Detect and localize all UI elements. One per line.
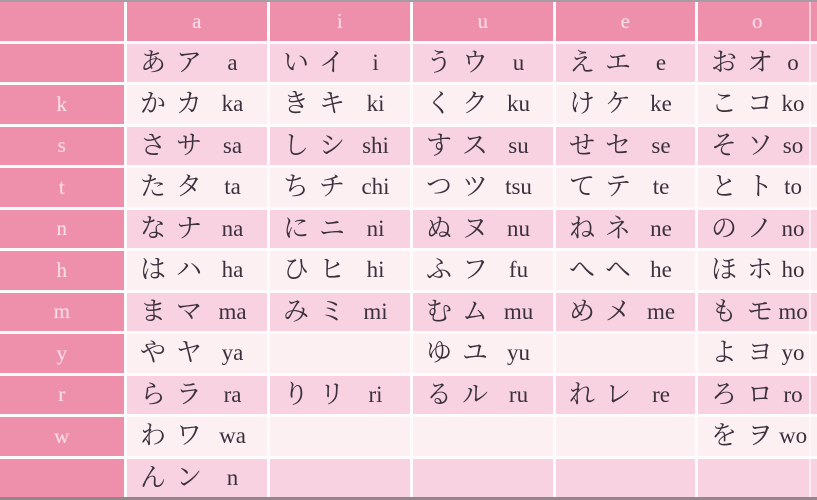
katakana-char: ツ [462, 172, 489, 202]
hiragana-char: ふ [426, 255, 453, 285]
katakana-char: タ [176, 172, 203, 202]
romaji-label: na [221, 215, 244, 241]
kana-pair [711, 91, 773, 117]
romaji-label: to [784, 174, 802, 200]
kana-cell [698, 44, 817, 83]
kana-cell [413, 44, 553, 83]
kana-pair [283, 174, 345, 200]
kana-cell [698, 251, 817, 290]
kana-pair [569, 174, 631, 200]
katakana-char: ル [462, 379, 489, 409]
katakana-char: カ [176, 89, 203, 119]
katakana-char: ヌ [462, 213, 489, 243]
hiragana-char: へ [569, 255, 596, 285]
hiragana-char: ゆ [426, 338, 453, 368]
hiragana-char: れ [569, 379, 596, 409]
hiragana-char: ね [569, 213, 596, 243]
romaji-label: hi [366, 257, 385, 283]
hiragana-char: る [426, 379, 453, 409]
kana-cell [127, 251, 267, 290]
kana-cell [127, 376, 267, 415]
katakana-char: エ [605, 47, 632, 77]
romaji-label: ru [508, 381, 529, 407]
katakana-char: ヒ [319, 255, 346, 285]
hiragana-char: ま [140, 296, 167, 326]
kana-cell-empty [270, 459, 410, 498]
kana-cell-empty [556, 459, 695, 498]
kana-pair [426, 257, 488, 283]
katakana-char: ホ [747, 255, 774, 285]
kana-cell [270, 127, 410, 166]
kana-cell [698, 85, 817, 124]
kana-pair [711, 213, 774, 243]
katakana-char: ス [462, 130, 489, 160]
romaji-label: wo [778, 423, 808, 449]
romaji-label: ku [507, 91, 531, 117]
romaji-label: ya [221, 340, 244, 366]
column-header-i: i [270, 2, 410, 41]
kana-pair [140, 340, 202, 366]
kana-cell [698, 417, 817, 456]
kana-cell [698, 210, 817, 249]
kana-cell [413, 334, 553, 373]
kana-pair [711, 47, 774, 77]
katakana-char: フ [462, 255, 489, 285]
kana-pair [283, 379, 346, 409]
hiragana-char: す [426, 130, 453, 160]
kana-cell [270, 376, 410, 415]
katakana-char: ア [176, 47, 203, 77]
kana-pair [711, 257, 773, 283]
romaji-label: mu [503, 298, 534, 324]
romaji-label: yu [507, 340, 531, 366]
kana-pair [426, 130, 489, 160]
kana-cell [556, 376, 695, 415]
kana-pair [711, 130, 774, 160]
romaji-label: chi [361, 174, 390, 200]
row-label-m: m [0, 293, 124, 332]
kana-cell [698, 334, 817, 373]
romaji-label: ha [221, 257, 244, 283]
kana-pair [711, 296, 774, 326]
kana-pair [283, 257, 345, 283]
katakana-char: シ [319, 130, 346, 160]
hiragana-char: ろ [711, 379, 738, 409]
kana-pair [569, 296, 632, 326]
katakana-char: イ [319, 47, 346, 77]
kana-cell [127, 459, 267, 498]
kana-pair [426, 47, 489, 77]
kana-cell [698, 127, 817, 166]
hiragana-char: お [711, 47, 738, 77]
kana-cell-empty [413, 459, 553, 498]
romaji-label: mi [363, 298, 388, 324]
romaji-label: ra [223, 381, 242, 407]
kana-pair [140, 423, 202, 449]
hiragana-char: ち [283, 172, 310, 202]
row-label-empty [0, 44, 124, 83]
kana-pair [426, 91, 488, 117]
kana-cell [556, 168, 695, 207]
hiragana-char: に [283, 213, 310, 243]
romaji-label: a [227, 49, 238, 75]
romaji-label: no [781, 215, 805, 241]
hiragana-char: さ [140, 130, 167, 160]
romaji-label: he [650, 257, 672, 283]
kana-cell [556, 293, 695, 332]
katakana-char: ラ [176, 379, 203, 409]
hiragana-char: し [283, 130, 310, 160]
hiragana-char: う [426, 47, 453, 77]
kana-cell [698, 293, 817, 332]
kana-cell [413, 376, 553, 415]
kana-cell [413, 293, 553, 332]
hiragana-char: つ [426, 172, 453, 202]
romaji-label: fu [508, 257, 529, 283]
kana-pair [711, 379, 774, 409]
kana-cell [698, 376, 817, 415]
kana-pair [569, 213, 632, 243]
romaji-label: ni [366, 215, 385, 241]
hiragana-char: の [711, 213, 738, 243]
kana-pair [283, 213, 346, 243]
hiragana-char: た [140, 172, 167, 202]
column-header-a: a [127, 2, 267, 41]
kana-pair [140, 130, 203, 160]
row-label-empty [0, 459, 124, 498]
kana-pair [426, 174, 488, 200]
header-corner-cell [0, 2, 124, 41]
kana-cell [127, 85, 267, 124]
romaji-label: ma [218, 298, 247, 324]
romaji-label: me [646, 298, 676, 324]
kana-pair [711, 340, 773, 366]
kana-cell [127, 210, 267, 249]
kana-pair [569, 257, 631, 283]
kana-cell [556, 251, 695, 290]
romaji-label: u [512, 49, 525, 75]
kana-pair [711, 174, 773, 200]
romaji-label: mo [778, 298, 808, 324]
kana-cell [270, 293, 410, 332]
katakana-char: レ [605, 379, 632, 409]
romaji-label: so [782, 132, 804, 158]
hiragana-char: め [569, 296, 596, 326]
kana-pair [283, 130, 346, 160]
katakana-char: コ [747, 89, 774, 119]
romaji-label: su [508, 132, 529, 158]
katakana-char: ネ [605, 213, 632, 243]
row-label-n: n [0, 210, 124, 249]
kana-cell-empty [270, 417, 410, 456]
katakana-char: ノ [747, 213, 774, 243]
hiragana-char: み [283, 296, 310, 326]
kana-cell [413, 251, 553, 290]
hiragana-char: よ [711, 338, 738, 368]
kana-cell [270, 210, 410, 249]
kana-cell [270, 44, 410, 83]
kana-cell-empty [413, 417, 553, 456]
hiragana-char: や [140, 338, 167, 368]
katakana-char: ワ [176, 421, 203, 451]
column-header-u: u [413, 2, 553, 41]
kana-cell [556, 127, 695, 166]
hiragana-char: り [283, 379, 310, 409]
romaji-label: shi [362, 132, 389, 158]
hiragana-char: と [711, 172, 738, 202]
katakana-char: ニ [319, 213, 346, 243]
hiragana-char: か [140, 89, 167, 119]
hiragana-char: い [283, 47, 310, 77]
romaji-label: ke [650, 91, 672, 117]
katakana-char: ウ [462, 47, 489, 77]
kana-pair [711, 423, 773, 449]
hiragana-char: ら [140, 379, 167, 409]
kana-cell [127, 127, 267, 166]
katakana-char: ク [462, 89, 489, 119]
kana-cell-empty [270, 334, 410, 373]
row-label-k: k [0, 85, 124, 124]
katakana-char: ユ [462, 338, 489, 368]
hiragana-char: あ [140, 47, 167, 77]
kana-cell-empty [698, 459, 817, 498]
row-label-y: y [0, 334, 124, 373]
hiragana-char: て [569, 172, 596, 202]
romaji-label: yo [781, 340, 805, 366]
katakana-char: メ [605, 296, 632, 326]
kana-cell-empty [556, 334, 695, 373]
kana-cell [698, 168, 817, 207]
romaji-label: e [655, 49, 667, 75]
katakana-char: サ [176, 130, 203, 160]
romaji-label: n [226, 464, 239, 490]
kana-cell [127, 417, 267, 456]
romaji-label: te [652, 174, 670, 200]
kana-pair [426, 340, 488, 366]
column-header-o: o [698, 2, 817, 41]
row-label-w: w [0, 417, 124, 456]
romaji-label: se [651, 132, 671, 158]
romaji-label: tsu [505, 174, 532, 200]
column-header-e: e [556, 2, 695, 41]
kana-cell-empty [556, 417, 695, 456]
row-label-t: t [0, 168, 124, 207]
hiragana-char: は [140, 255, 167, 285]
kana-cell [127, 293, 267, 332]
katakana-char: ヨ [747, 338, 774, 368]
kana-cell [127, 44, 267, 83]
hiragana-char: け [569, 89, 596, 119]
row-label-s: s [0, 127, 124, 166]
kana-cell [556, 210, 695, 249]
romaji-label: nu [507, 215, 531, 241]
romaji-label: i [372, 49, 379, 75]
katakana-char: キ [319, 89, 346, 119]
kana-pair [140, 462, 203, 492]
kana-pair [140, 257, 202, 283]
romaji-label: ne [650, 215, 672, 241]
kana-pair [140, 296, 203, 326]
kana-cell [127, 168, 267, 207]
hiragana-char: む [426, 296, 453, 326]
kana-cell [127, 334, 267, 373]
hiragana-char: え [569, 47, 596, 77]
kana-pair [426, 296, 489, 326]
hiragana-char: せ [569, 130, 596, 160]
kana-cell [270, 85, 410, 124]
katakana-char: ン [176, 462, 203, 492]
katakana-char: ト [747, 172, 774, 202]
katakana-char: ソ [747, 130, 774, 160]
hiragana-char: そ [711, 130, 738, 160]
kana-pair [283, 47, 346, 77]
kana-pair [569, 130, 632, 160]
hiragana-char: く [426, 89, 453, 119]
kana-pair [140, 379, 203, 409]
romaji-label: ro [783, 381, 803, 407]
katakana-char: ヲ [747, 421, 774, 451]
katakana-char: ロ [747, 379, 774, 409]
kana-pair [140, 47, 203, 77]
romaji-label: ta [224, 174, 241, 200]
romaji-label: sa [222, 132, 243, 158]
row-label-r: r [0, 376, 124, 415]
kana-cell [556, 44, 695, 83]
kana-pair [140, 213, 203, 243]
hiragana-char: ぬ [426, 213, 453, 243]
hiragana-char: ほ [711, 255, 738, 285]
kana-cell [413, 168, 553, 207]
katakana-char: モ [747, 296, 774, 326]
katakana-char: チ [319, 172, 346, 202]
kana-cell [413, 85, 553, 124]
romaji-label: o [787, 49, 799, 75]
katakana-char: テ [605, 172, 632, 202]
kana-cell [270, 251, 410, 290]
romaji-label: wa [219, 423, 246, 449]
kana-pair [569, 379, 632, 409]
romaji-label: ka [221, 91, 244, 117]
kana-pair [140, 91, 202, 117]
katakana-char: ヤ [176, 338, 203, 368]
kana-cell [270, 168, 410, 207]
kana-pair [426, 379, 489, 409]
hiragana-char: こ [711, 89, 738, 119]
hiragana-char: わ [140, 421, 167, 451]
katakana-char: ヘ [605, 255, 632, 285]
katakana-char: リ [319, 379, 346, 409]
kana-pair [569, 91, 631, 117]
kana-cell [413, 210, 553, 249]
hiragana-char: ん [140, 462, 167, 492]
romaji-label: re [652, 381, 670, 407]
katakana-char: オ [747, 47, 774, 77]
kana-pair [283, 296, 346, 326]
katakana-char: マ [176, 296, 203, 326]
katakana-char: ム [462, 296, 489, 326]
kana-cell [413, 127, 553, 166]
romaji-label: ki [366, 91, 385, 117]
kana-cell [556, 85, 695, 124]
hiragana-char: も [711, 296, 738, 326]
katakana-char: ハ [176, 255, 203, 285]
romaji-label: ho [781, 257, 805, 283]
row-label-h: h [0, 251, 124, 290]
hiragana-char: な [140, 213, 167, 243]
katakana-char: ケ [605, 89, 632, 119]
romaji-label: ri [368, 381, 383, 407]
hiragana-char: き [283, 89, 310, 119]
hiragana-char: ひ [283, 255, 310, 285]
kana-pair [140, 174, 202, 200]
kana-pair [283, 91, 345, 117]
katakana-char: ミ [319, 296, 346, 326]
hiragana-char: を [711, 421, 738, 451]
kana-pair [426, 213, 489, 243]
katakana-char: ナ [176, 213, 203, 243]
kana-pair [569, 47, 632, 77]
katakana-char: セ [605, 130, 632, 160]
romaji-label: ko [781, 91, 805, 117]
